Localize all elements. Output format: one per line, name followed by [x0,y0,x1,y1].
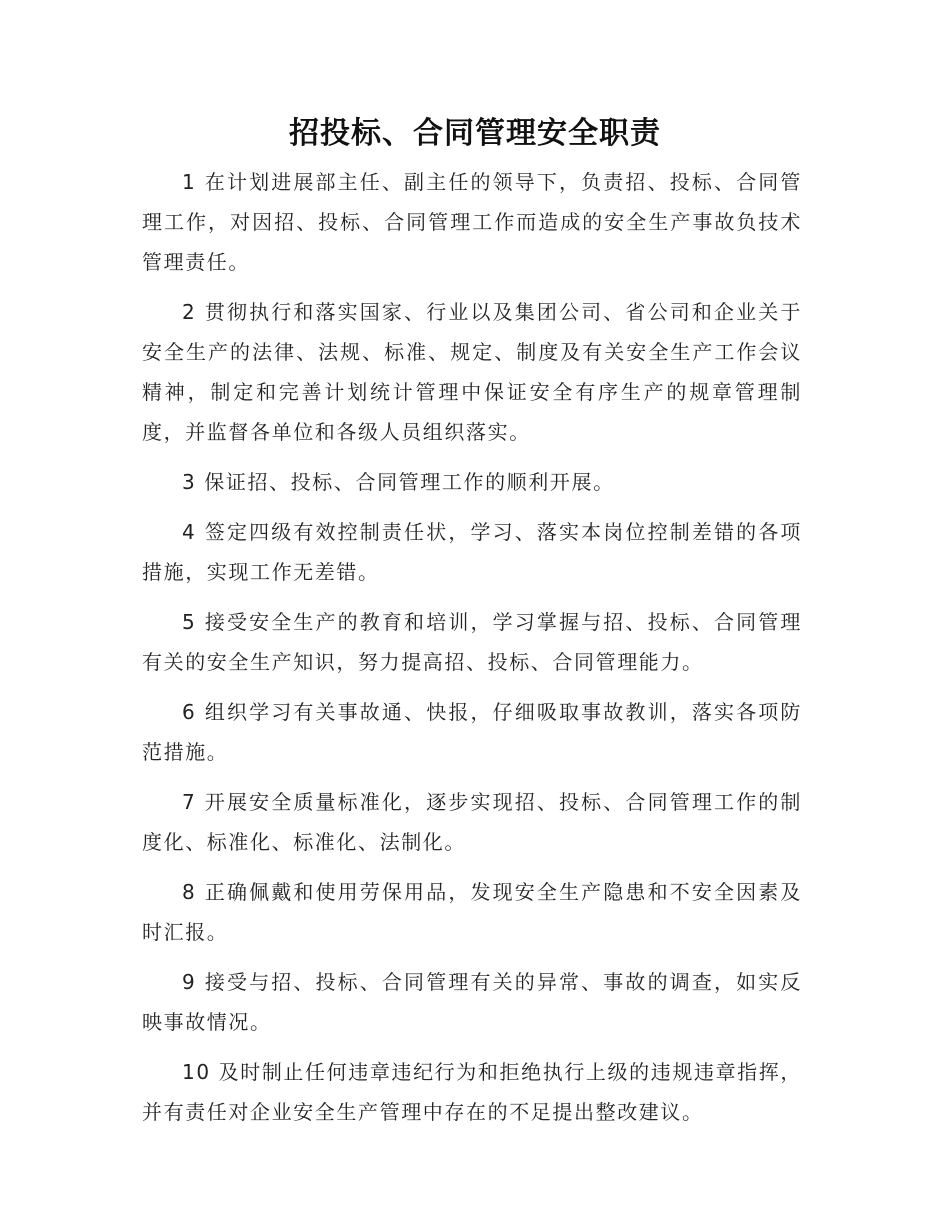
paragraph-9: 9 接受与招、投标、合同管理有关的异常、事故的调查，如实反映事故情况。 [142,970,802,1034]
paragraph-10: 10 及时制止任何违章违纪行为和拒绝执行上级的违规违章指挥，并有责任对企业安全生产管理中存在的不足提出整改建议。 [142,1060,802,1124]
document-body [142,162,802,1142]
paragraph-7: 7 开展安全质量标准化，逐步实现招、投标、合同管理工作的制度化、标准化、标准化、法制化。 [142,790,802,854]
paragraph-2: 2 贯彻执行和落实国家、行业以及集团公司、省公司和企业关于安全生产的法律、法规、标准、规定、制度及有关安全生产工作会议精神，制定和完善计划统计管理中保证安全有序生产的规章管理制度，并监督各单位和各级人员组织落实。 [142,300,802,444]
paragraph-4: 4 签定四级有效控制责任状，学习、落实本岗位控制差错的各项措施，实现工作无差错。 [142,520,802,584]
paragraph-5: 5 接受安全生产的教育和培训，学习掌握与招、投标、合同管理有关的安全生产知识，努力提高招、投标、合同管理能力。 [142,610,802,674]
document-title: 招投标、合同管理安全职责 [289,116,661,151]
paragraph-1: 1 在计划进展部主任、副主任的领导下，负责招、投标、合同管理工作，对因招、投标、合同管理工作而造成的安全生产事故负技术管理责任。 [142,170,802,274]
paragraph-8: 8 正确佩戴和使用劳保用品，发现安全生产隐患和不安全因素及时汇报。 [142,880,802,944]
paragraph-3: 3 保证招、投标、合同管理工作的顺利开展。 [182,470,615,494]
paragraph-6: 6 组织学习有关事故通、快报，仔细吸取事故教训，落实各项防范措施。 [142,700,802,764]
